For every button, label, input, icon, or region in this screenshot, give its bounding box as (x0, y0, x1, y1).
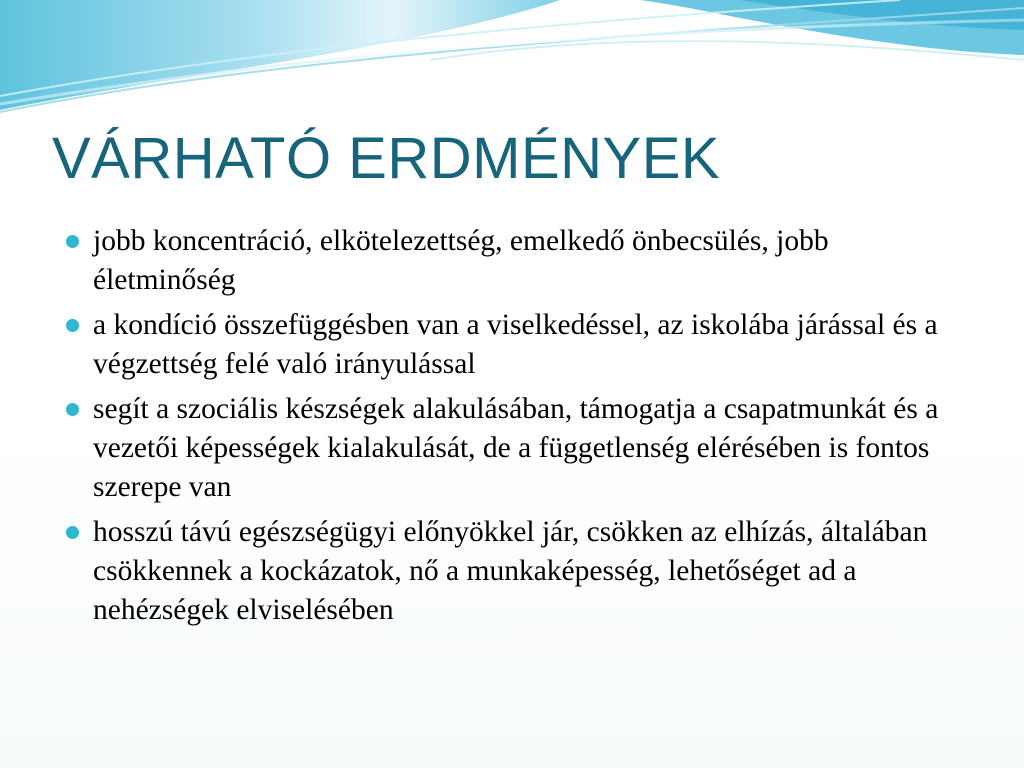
bullet-text: hosszú távú egészségügyi előnyökkel jár, csökken az elhízás, általában csökkennek a kockázatok, nő a munkaképesség, lehetőséget ad a nehézségek elviselésében (93, 516, 928, 626)
bullet-text: jobb koncentráció, elkötelezettség, emelkedő önbecsülés, jobb életminőség (93, 225, 829, 296)
bullet-item (66, 222, 966, 300)
slide-title: VÁRHATÓ ERDMÉNYEK (52, 126, 721, 191)
bullet-dot-icon (66, 526, 79, 539)
bullet-dot-icon (66, 235, 79, 248)
bullet-item (66, 306, 966, 384)
bullet-dot-icon (66, 403, 79, 416)
header-wave-decoration (0, 0, 1024, 130)
bullet-item (66, 513, 966, 630)
bullet-list (66, 222, 966, 636)
bullet-item (66, 390, 966, 507)
bullet-dot-icon (66, 319, 79, 332)
bullet-text: a kondíció összefüggésben van a viselkedéssel, az iskolába járással és a végzettség felé való irányulással (93, 309, 938, 380)
bullet-text: segít a szociális készségek alakulásában, támogatja a csapatmunkát és a vezetői képességek kialakulását, de a függetlenség elérésében is fontos szerepe van (93, 393, 939, 503)
